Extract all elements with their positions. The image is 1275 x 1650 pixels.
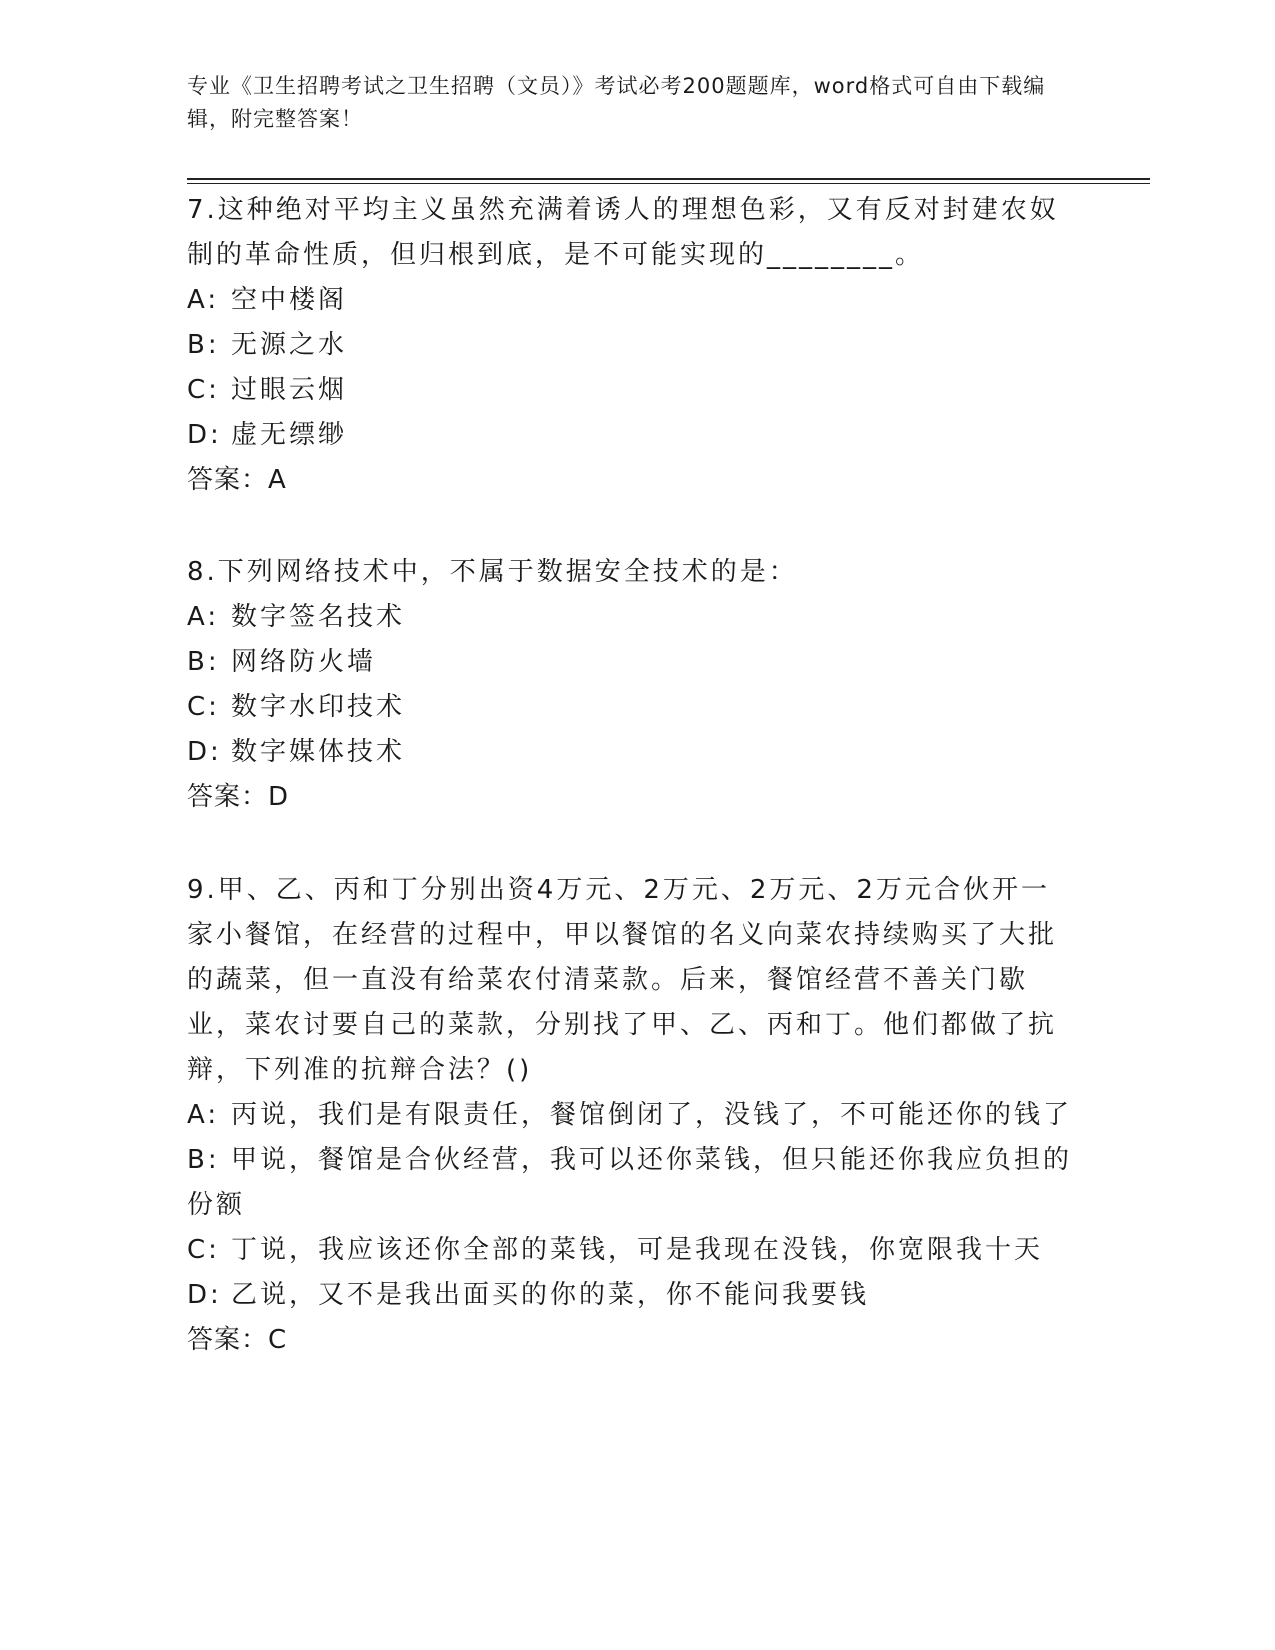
answer-line: 答案：C bbox=[187, 1325, 288, 1355]
option-key: B: bbox=[187, 647, 220, 677]
option-d bbox=[187, 1273, 1077, 1318]
option-text: 丁说，我应该还你全部的菜钱，可是我现在没钱，你宽限我十天 bbox=[231, 1235, 1044, 1265]
option-text: 甲说，餐馆是合伙经营，我可以还你菜钱，但只能还你我应负担的份额 bbox=[187, 1145, 1073, 1220]
answer-line: 答案：A bbox=[187, 465, 287, 495]
option-c bbox=[187, 368, 1077, 413]
option-text: 数字媒体技术 bbox=[231, 737, 406, 767]
option-text: 无源之水 bbox=[231, 330, 348, 360]
option-key: B: bbox=[187, 1145, 220, 1175]
option-c bbox=[187, 1228, 1077, 1273]
answer-line: 答案：D bbox=[187, 782, 290, 812]
option-key: D: bbox=[187, 420, 222, 450]
option-key: A: bbox=[187, 285, 220, 315]
header-divider bbox=[187, 178, 1150, 180]
option-text: 数字签名技术 bbox=[231, 602, 406, 632]
option-b bbox=[187, 323, 1077, 368]
option-text: 数字水印技术 bbox=[231, 692, 406, 722]
question-text: 7.这种绝对平均主义虽然充满着诱人的理想色彩，又有反对封建农奴制的革命性质，但归根到底，是不可能实现的________。 bbox=[187, 195, 1059, 270]
header-divider-thin bbox=[187, 183, 1150, 184]
option-key: A: bbox=[187, 1100, 220, 1130]
option-text: 过眼云烟 bbox=[231, 375, 348, 405]
option-d bbox=[187, 413, 1077, 458]
question-text: 9.甲、乙、丙和丁分别出资4万元、2万元、2万元、2万元合伙开一家小餐馆，在经营的过程中，甲以餐馆的名义向菜农持续购买了大批的蔬菜，但一直没有给菜农付清菜款。后来，餐馆经营不善关门歇业，菜农讨要自己的菜款，分别找了甲、乙、丙和丁。他们都做了抗辩，下列准的抗辩合法？() bbox=[187, 875, 1058, 1085]
option-b bbox=[187, 1138, 1077, 1228]
question-8 bbox=[187, 550, 1077, 820]
option-key: C: bbox=[187, 692, 220, 722]
option-b bbox=[187, 640, 1077, 685]
option-text: 乙说，又不是我出面买的你的菜，你不能问我要钱 bbox=[231, 1280, 870, 1310]
option-a bbox=[187, 278, 1077, 323]
option-key: C: bbox=[187, 1235, 220, 1265]
option-a bbox=[187, 595, 1077, 640]
question-9 bbox=[187, 868, 1077, 1363]
document-header: 专业《卫生招聘考试之卫生招聘（文员）》考试必考200题题库，word格式可自由下载编辑，附完整答案！ bbox=[187, 74, 1046, 131]
option-a bbox=[187, 1093, 1077, 1138]
question-7 bbox=[187, 188, 1077, 503]
option-key: D: bbox=[187, 1280, 222, 1310]
option-key: A: bbox=[187, 602, 220, 632]
question-text: 8.下列网络技术中，不属于数据安全技术的是： bbox=[187, 557, 798, 587]
option-text: 网络防火墙 bbox=[231, 647, 377, 677]
option-text: 虚无缥缈 bbox=[231, 420, 348, 450]
option-key: B: bbox=[187, 330, 220, 360]
option-c bbox=[187, 685, 1077, 730]
option-key: D: bbox=[187, 737, 222, 767]
option-d bbox=[187, 730, 1077, 775]
option-text: 空中楼阁 bbox=[231, 285, 348, 315]
option-key: C: bbox=[187, 375, 220, 405]
option-text: 丙说，我们是有限责任，餐馆倒闭了，没钱了，不可能还你的钱了 bbox=[231, 1100, 1073, 1130]
